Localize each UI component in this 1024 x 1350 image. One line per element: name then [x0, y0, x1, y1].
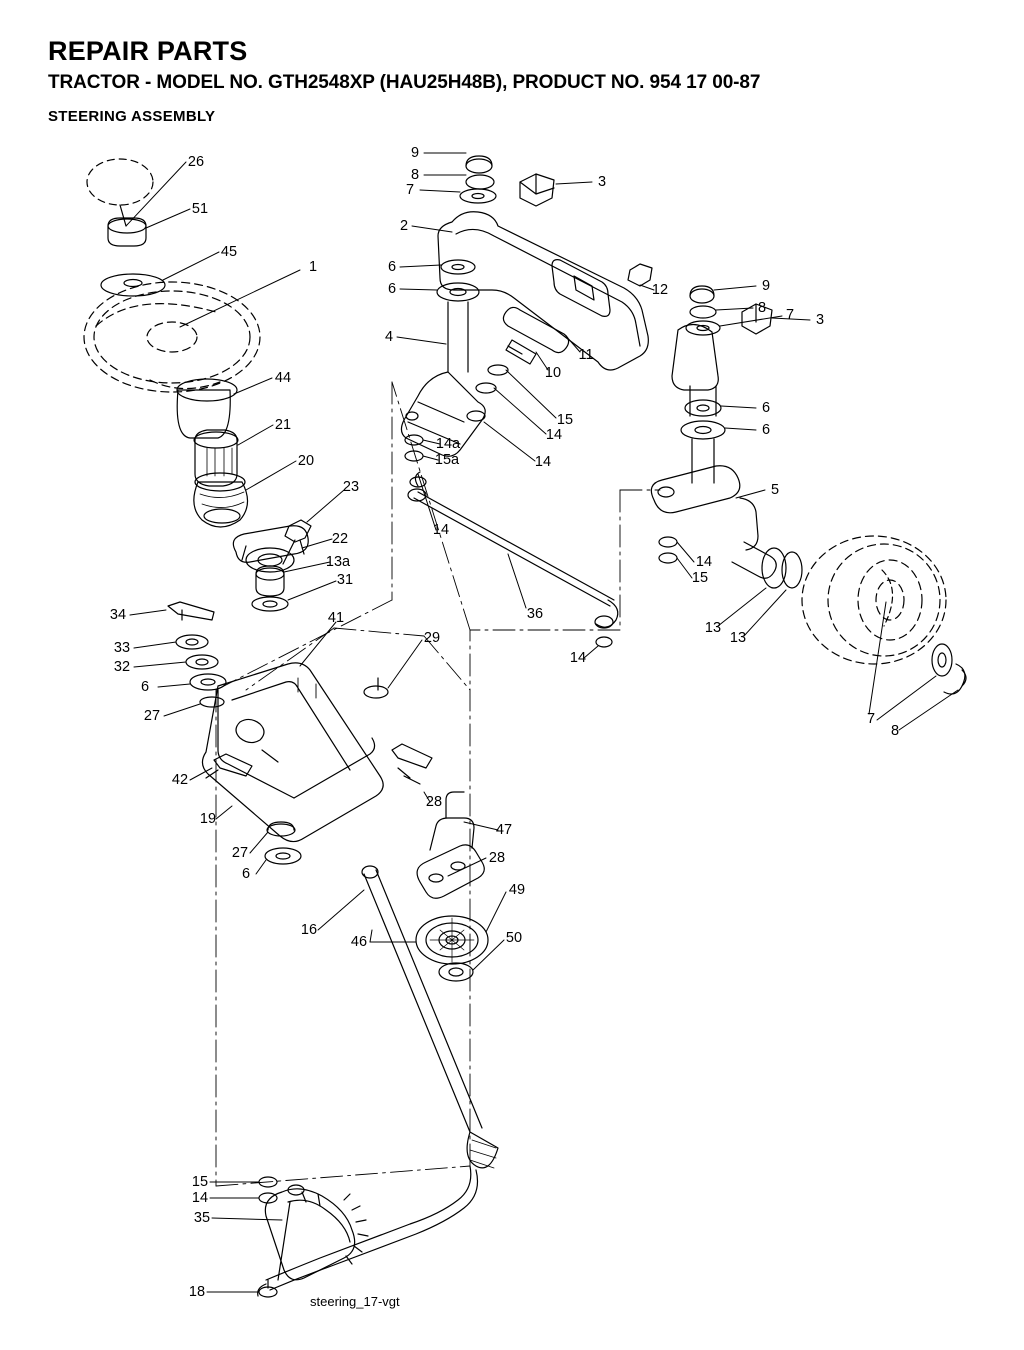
callout-number: 14: [534, 454, 552, 470]
callout-number: 20: [297, 453, 315, 469]
callout-number: 26: [187, 154, 205, 170]
callout-number: 7: [785, 307, 795, 323]
callout-number: 19: [199, 811, 217, 827]
callout-number: 6: [140, 679, 150, 695]
page-title: REPAIR PARTS: [48, 36, 248, 66]
callout-number: 10: [544, 365, 562, 381]
callout-number: 2: [399, 218, 409, 234]
callout-number: 11: [578, 347, 594, 363]
callout-number: 41: [327, 610, 345, 626]
callout-number: 36: [526, 606, 544, 622]
callout-number: 27: [231, 845, 249, 861]
callout-number: 23: [342, 479, 360, 495]
callout-number: 14: [191, 1190, 209, 1206]
callout-number: 45: [220, 244, 238, 260]
callout-number: 31: [336, 572, 354, 588]
callout-number: 35: [193, 1210, 211, 1226]
callout-number: 44: [274, 370, 292, 386]
callout-number: 28: [488, 850, 506, 866]
callout-number: 7: [866, 711, 876, 727]
model-subtitle: TRACTOR - MODEL NO. GTH2548XP (HAU25H48B), PRODUCT NO. 954 17 00-87: [48, 72, 761, 93]
callout-number: 18: [188, 1284, 206, 1300]
callout-number: 27: [143, 708, 161, 724]
callout-number: 16: [300, 922, 318, 938]
diagram-svg: [0, 130, 1024, 1330]
callout-number: 33: [113, 640, 131, 656]
callout-number: 6: [241, 866, 251, 882]
callout-number: 14a: [435, 436, 461, 452]
callout-number: 22: [331, 531, 349, 547]
diagram-code: steering_17-vgt: [310, 1294, 400, 1309]
callout-number: 9: [410, 145, 420, 161]
callout-number: 7: [405, 182, 415, 198]
callout-number: 14: [432, 522, 450, 538]
callout-number: 49: [508, 882, 526, 898]
callout-number: 14: [545, 427, 563, 443]
callout-number: 46: [350, 934, 368, 950]
callout-number: 15: [691, 570, 709, 586]
callout-number: 51: [191, 201, 209, 217]
callout-number: 9: [761, 278, 771, 294]
callout-number: 3: [815, 312, 825, 328]
callout-number: 14: [695, 554, 713, 570]
callout-number: 28: [425, 794, 443, 810]
callout-number: 5: [770, 482, 780, 498]
callout-number: 6: [761, 400, 771, 416]
callout-number: 13: [729, 630, 747, 646]
section-title: STEERING ASSEMBLY: [48, 108, 216, 125]
callout-number: 15a: [434, 452, 460, 468]
callout-number: 8: [890, 723, 900, 739]
callout-number: 8: [410, 167, 420, 183]
callout-number: 8: [757, 300, 767, 316]
callout-number: 3: [597, 174, 607, 190]
callout-number: 34: [109, 607, 127, 623]
callout-number: 6: [387, 281, 397, 297]
callout-number: 29: [423, 630, 441, 646]
callout-number: 50: [505, 930, 523, 946]
callout-number: 12: [651, 282, 669, 298]
callout-number: 21: [274, 417, 292, 433]
callout-number: 13: [704, 620, 722, 636]
callout-number: 14: [569, 650, 587, 666]
callout-number: 32: [113, 659, 131, 675]
exploded-diagram: [0, 130, 1024, 1330]
callout-number: 4: [384, 329, 394, 345]
callout-number: 6: [761, 422, 771, 438]
callout-number: 42: [171, 772, 189, 788]
callout-number: 1: [308, 259, 318, 275]
callout-number: 13a: [325, 554, 351, 570]
callout-number: 15: [191, 1174, 209, 1190]
callout-number: 6: [387, 259, 397, 275]
callout-number: 15: [556, 412, 574, 428]
callout-number: 47: [495, 822, 513, 838]
